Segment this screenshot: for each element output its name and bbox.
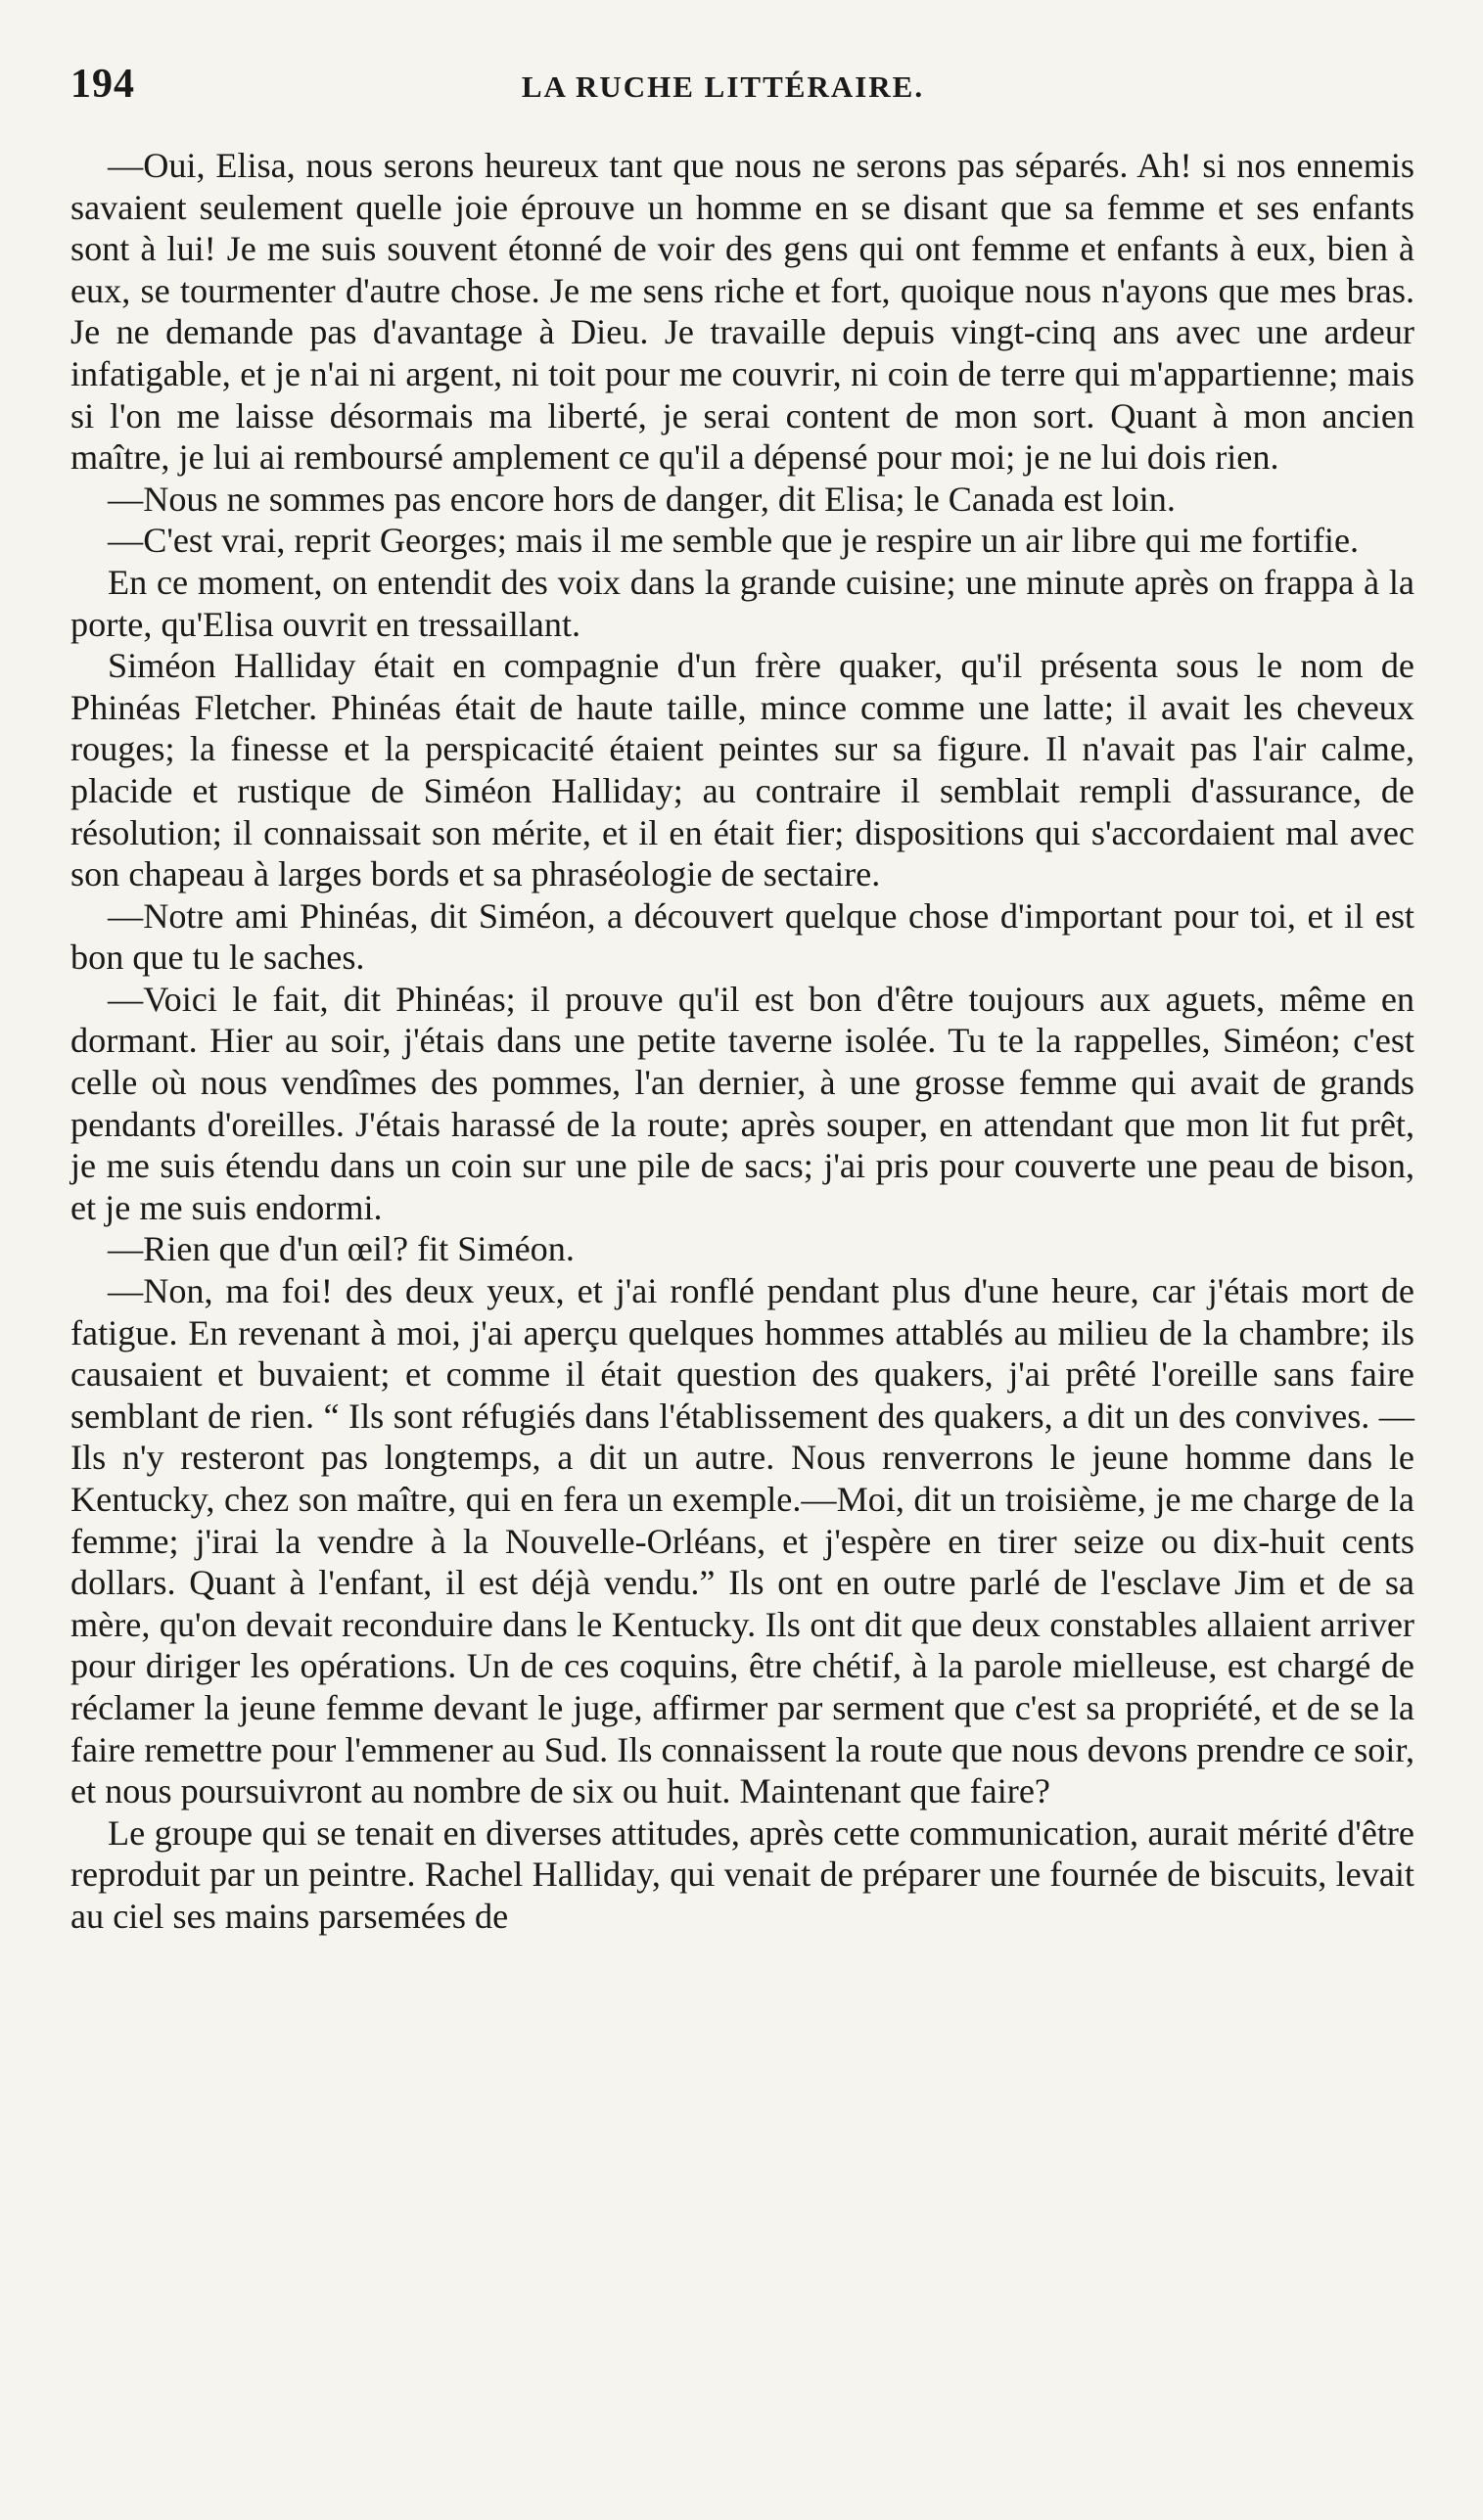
paragraph: —Rien que d'un œil? fit Siméon. <box>108 1229 575 1269</box>
paragraph: En ce moment, on entendit des voix dans la grande cuisine; une minute après on frappa à la porte, qu'Elisa ouvrit en tressaillant. <box>70 562 1414 644</box>
paragraph: —C'est vrai, reprit Georges; mais il me semble que je respire un air libre qui me fortifie. <box>108 521 1360 561</box>
paragraph: —Voici le fait, dit Phinéas; il prouve qu'il est bon d'être toujours aux aguets, même en dormant. Hier au soir, j'étais dans une petite taverne isolée. Tu te la rappelles, Siméon; c'est celle où nous vendîmes des pommes, l'an dernier, à une grosse femme qui avait de grands pendants d'oreilles. J'étais harassé de la route; après souper, en attendant que mon lit fut prêt, je me suis étendu dans un coin sur une pile de sacs; j'ai pris pour couverte une peau de bison, et je me suis endormi. <box>70 979 1414 1227</box>
running-title: LA RUCHE LITTÉRAIRE. <box>521 69 925 104</box>
paragraph: —Oui, Elisa, nous serons heureux tant que nous ne serons pas séparés. Ah! si nos ennemis savaient seulement quelle joie éprouve un homme en se disant que sa femme et ses enfants sont à lui! Je me suis souvent étonné de voir des gens qui ont femme et enfants à eux, bien à eux, se tourmenter d'autre chose. Je me sens riche et fort, quoique nous n'ayons que mes bras. Je ne demande pas d'avantage à Dieu. Je travaille depuis vingt-cinq ans avec une ardeur infatigable, et je n'ai ni argent, ni toit pour me couvrir, ni coin de terre qui m'appartienne; mais si l'on me laisse désormais ma liberté, je serai content de mon sort. Quant à mon ancien maître, je lui ai remboursé amplement ce qu'il a dépensé pour moi; je ne lui dois rien. <box>70 146 1414 478</box>
page-header <box>70 61 1414 112</box>
paragraph: Siméon Halliday était en compagnie d'un frère quaker, qu'il présenta sous le nom de Phinéas Fletcher. Phinéas était de haute taille, mince comme une latte; il avait les cheveux rouges; la finesse et la perspicacité étaient peintes sur sa figure. Il n'avait pas l'air calme, placide et rustique de Siméon Halliday; au contraire il semblait rempli d'assurance, de résolution; il connaissait son mérite, et il en était fier; dispositions qui s'accordaient mal avec son chapeau à larges bords et sa phraséologie de sectaire. <box>70 646 1414 894</box>
paragraph: —Nous ne sommes pas encore hors de danger, dit Elisa; le Canada est loin. <box>108 479 1176 519</box>
paragraph: —Non, ma foi! des deux yeux, et j'ai ronflé pendant plus d'une heure, car j'étais mort de fatigue. En revenant à moi, j'ai aperçu quelques hommes attablés au milieu de la chambre; ils causaient et buvaient; et comme il était question des quakers, j'ai prêté l'oreille sans faire semblant de rien. “ Ils sont réfugiés dans l'établissement des quakers, a dit un des convives. —Ils n'y resteront pas longtemps, a dit un autre. Nous renverrons le jeune homme dans le Kentucky, chez son maître, qui en fera un exemple.—Moi, dit un troisième, je me charge de la femme; j'irai la vendre à la Nouvelle-Orléans, et j'espère en tirer seize ou dix-huit cents dollars. Quant à l'enfant, il est déjà vendu.” Ils ont en outre parlé de l'esclave Jim et de sa mère, qu'on devait reconduire dans le Kentucky. Ils ont dit que deux constables allaient arriver pour diriger les opérations. Un de ces coquins, être chétif, à la parole mielleuse, est chargé de réclamer la jeune femme devant le juge, affirmer par serment que c'est sa propriété, et de se la faire remettre pour l'emmener au Sud. Ils connaissent la route que nous devons prendre ce soir, et nous poursuivront au nombre de six ou huit. Maintenant que faire? <box>70 1271 1414 1811</box>
paragraph: —Notre ami Phinéas, dit Siméon, a découvert quelque chose d'important pour toi, et il est bon que tu le saches. <box>70 895 1414 978</box>
page-number: 194 <box>70 62 135 107</box>
paragraph: Le groupe qui se tenait en diverses attitudes, après cette communication, aurait mérité d'être reproduit par un peintre. Rachel Halliday, qui venait de préparer une fournée de biscuits, levait au ciel ses mains parsemées de <box>70 1812 1414 1936</box>
body-text <box>70 145 1414 1938</box>
